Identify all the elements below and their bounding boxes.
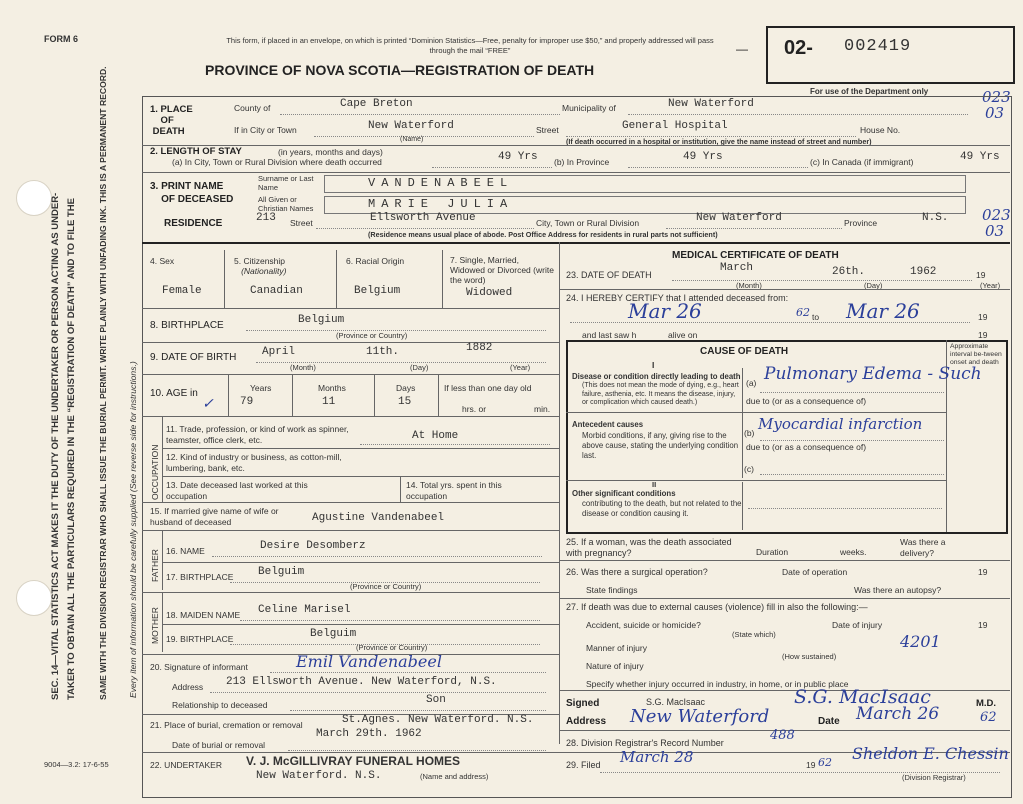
form-number: FORM 6 [44,34,79,44]
dept-code-3b: 023 [982,206,1011,224]
specify-label: Specify whether injury occurred in industry, in home, or in public place [586,679,849,689]
place-label: 1. PLACE OF DEATH [150,104,193,137]
other-label: Other significant conditions [572,489,676,498]
q19-label: 19. BIRTHPLACE [166,634,234,644]
dept-code-2: 03 [985,104,1005,122]
q26-label: 26. Was there a surgical operation? [566,567,708,577]
death-year-hint: (Year) [980,281,1001,290]
street-value: General Hospital [622,120,728,132]
alive-19: 19 [978,330,988,340]
stay-a-label: (a) In City, Town or Rural Division where death occurred [172,157,382,167]
death-month: March [720,262,754,274]
cause-c-marker: (c) [744,464,754,474]
given-value: MARIE JULIA [368,197,514,211]
residence-street-label: Street [290,218,313,228]
days-label: Days [396,383,416,393]
dob-label: 9. DATE OF BIRTH [150,352,237,363]
q17-hint: (Province or Country) [350,582,422,591]
residence-street: Ellsworth Avenue [370,212,476,224]
age-label: 10. AGE in [150,388,198,399]
citizenship-value: Canadian [250,285,303,297]
residence-label: RESIDENCE [164,218,223,229]
relationship-label: Relationship to deceased [172,700,268,710]
informant-signature: Emil Vandenabeel [296,652,442,671]
q14-label: 14. Total yrs. spent in this occupation [406,480,502,501]
burial-date: March 29th. 1962 [316,728,422,740]
side-text-4: Every item of information should be carefully supplied (See reverse side for instructions.) [128,361,138,698]
q17-label: 17. BIRTHPLACE [166,572,234,582]
months-label: Months [318,383,346,393]
name-hint: (Name) [400,136,424,143]
q11-label: 11. Trade, profession, or kind of work as spinner, teamster, office clerk, etc. [166,424,349,445]
q12-label: 12. Kind of industry or business, as cotton-mill, lumbering, bank, etc. [166,452,342,473]
age-months: 11 [322,396,336,408]
q23-label: 23. DATE OF DEATH [566,270,652,280]
duration-label: Duration [756,547,789,557]
q16-value: Desire Desomberz [260,540,366,552]
hrs-label: hrs. or [462,404,487,414]
undertaker-hint: (Name and address) [420,772,489,781]
cause-a-marker: (a) [746,378,757,388]
dob-year-hint: (Year) [510,363,531,372]
signed-print: S.G. MacIsaac [646,697,706,707]
q11-value: At Home [412,430,459,442]
municipality-value: New Waterford [668,98,754,110]
address-label: Address [566,716,607,727]
given-label: All Given or Christian Names [258,195,314,213]
informant-address-label: Address [172,682,204,692]
death-19: 19 [976,270,986,280]
cause-b-marker: (b) [744,428,755,438]
sex-label: 4. Sex [150,256,175,266]
q27-label: 27. If death was due to external causes (violence) fill in also the following:— [566,602,868,612]
cause-b: Myocardial infarction [758,415,923,433]
date-year: 62 [980,710,997,725]
q29-label: 29. Filed [566,760,601,770]
marital-value: Widowed [466,287,513,299]
date-value: March 26 [856,704,940,724]
due-to-a: due to (or as a consequence of) [746,396,867,406]
dash-mark: — [736,42,748,56]
origin-label: 6. Racial Origin [346,256,405,266]
death-month-hint: (Month) [736,281,762,290]
dob-day: 11th. [366,346,400,358]
signed-label: Signed [566,698,600,709]
nature-label: Nature of injury [586,661,644,671]
footer-code: 9004—3.2: 17-6-55 [44,760,109,769]
q28-label: 28. Division Registrar's Record Number [566,738,724,748]
manner-label: Manner of injury [586,643,647,653]
institution-note: (If death occurred in a hospital or institution, give the name instead of street and number) [566,137,872,146]
registrar-label: (Division Registrar) [902,773,966,782]
injury-date-label: Date of injury [832,620,883,630]
q22-label: 22. UNDERTAKER [150,760,222,770]
residence-city-label: City, Town or Rural Division [536,218,640,228]
citizenship-label: 5. Citizenship (Nationality) [234,256,287,276]
age-days: 15 [398,396,412,408]
q19-value: Belguim [310,628,357,640]
injury-code: 4201 [900,632,941,651]
stay-label: 2. LENGTH OF STAY [150,146,242,157]
address-value: New Waterford [630,706,770,727]
stay-c-value: 49 Yrs [960,151,1000,163]
years-label: Years [250,383,272,393]
side-text-1: SEC. 14—VITAL STATISTICS ACT MAKES IT THE DUTY OF THE UNDERTAKER OR PERSON ACTING AS UNDER- [50,192,61,700]
dob-day-hint: (Day) [410,363,429,372]
operation-date-label: Date of operation [782,567,848,577]
stay-b-label: (b) In Province [554,157,610,167]
findings-label: State findings [586,585,638,595]
dob-month: April [262,346,296,358]
q20-label: 20. Signature of informant [150,662,248,672]
house-label: House No. [860,125,901,135]
cause-a: Pulmonary Edema - Such [764,364,982,384]
province-value: N.S. [922,212,949,224]
q13-label: 13. Date deceased last worked at this occupation [166,480,308,501]
registration-number: 002419 [844,37,912,56]
filed-19: 19 [806,760,816,770]
mail-notice: This form, if placed in an envelope, on which is printed “Dominion Statistics—Free, penalty for improper use $50,” and properly addressed will pass through the mail “FREE” [226,36,714,55]
surname-label: Surname or Last Name [258,174,314,192]
signed-signature: S.G. MacIsaac [794,686,931,708]
md-label: M.D. [976,698,997,709]
medical-heading: MEDICAL CERTIFICATE OF DEATH [672,250,839,261]
q16-label: 16. NAME [166,546,205,556]
dob-year: 1882 [466,342,493,354]
city-label: If in City or Town [234,125,297,135]
attend-year: 62 [796,306,810,319]
city-value: New Waterford [368,120,454,132]
municipality-label: Municipality of [562,103,616,113]
relationship-value: Son [426,694,446,706]
informant-address: 213 Ellsworth Avenue. New Waterford, N.S. [226,676,497,688]
q24-label: 24. I HEREBY CERTIFY that I attended deceased from: [566,293,789,303]
other-note: contributing to the death, but not related to the disease or condition causing it. [582,499,742,518]
operation-19: 19 [978,567,988,577]
accident-label: Accident, suicide or homicide? [586,620,701,630]
roman-1: I [652,360,655,370]
age-years: 79 [240,396,254,408]
street-label: Street [536,125,559,135]
attend-to-label: to [812,312,820,322]
burial-date-label: Date of burial or removal [172,740,266,750]
stay-b-value: 49 Yrs [683,151,723,163]
filed-year: 62 [818,756,832,769]
marital-label: 7. Single, Married, Widowed or Divorced (write the word) [450,255,554,285]
print-name-label: 3. PRINT NAME OF DECEASED [150,181,234,205]
occupation-side-label: OCCUPATION [150,444,160,500]
q17-value: Belguim [258,566,305,578]
dept-code-4: 03 [985,222,1005,240]
undertaker-name: V. J. McGILLIVRAY FUNERAL HOMES [246,754,461,768]
last-saw-label: and last saw h [582,330,637,340]
roman-2: II [652,480,657,489]
death-year: 1962 [910,266,937,278]
department-use-note: For use of the Department only [810,87,929,96]
weeks-label: weeks. [840,547,867,557]
min-label: min. [534,404,551,414]
dob-month-hint: (Month) [290,363,316,372]
mother-side-label: MOTHER [150,607,160,644]
attend-to: Mar 26 [846,299,920,323]
birthplace-hint: (Province or Country) [336,331,408,340]
birthplace-label: 8. BIRTHPLACE [150,320,224,331]
registration-prefix: 02- [784,37,813,59]
residence-city: New Waterford [696,212,782,224]
form-title: PROVINCE OF NOVA SCOTIA—REGISTRATION OF DEATH [205,62,595,78]
father-side-label: FATHER [150,549,160,582]
q15-label: 15. If married give name of wife or husband of deceased [150,506,279,527]
due-to-b: due to (or as a consequence of) [746,442,867,452]
punch-hole-top [16,180,52,216]
q18-value: Celine Marisel [258,604,351,616]
side-text-2: TAKER TO OBTAIN ALL THE PARTICULARS REQUIRED IN THE “REGISTRATION OF DEATH” AND TO FILE THE [66,198,77,700]
filed-date: March 28 [620,748,694,766]
autopsy-label: Was there an autopsy? [854,585,942,595]
stay-a-value: 49 Yrs [498,151,538,163]
attend-19: 19 [978,312,988,322]
county-label: County of [234,103,271,113]
sex-value: Female [162,285,202,297]
province-label: Province [844,218,878,228]
q19-hint: (Province or Country) [356,643,428,652]
registration-number-box [766,26,1015,84]
disease-note: (This does not mean the mode of dying, e.g., heart failure, asthenia, etc. It means the disease, injury, or complication which caused death.) [582,382,739,406]
antecedent-note: Morbid conditions, if any, giving rise to the above cause, stating the underlying condition last. [582,431,739,460]
record-number: 488 [770,728,795,743]
residence-number: 213 [256,212,276,224]
approx-interval: Approximate interval be-tween onset and death [950,343,1002,366]
disease-label: Disease or condition directly leading to death [572,372,741,381]
county-value: Cape Breton [340,98,413,110]
q21-label: 21. Place of burial, cremation or removal [150,720,303,730]
q25-label: 25. If a woman, was the death associated with pregnancy? [566,537,732,558]
q18-label: 18. MAIDEN NAME [166,610,241,620]
undertaker-address: New Waterford. N.S. [256,770,382,782]
punch-hole-bottom [16,580,52,616]
stay-hint: (in years, months and days) [278,147,383,157]
cause-heading: CAUSE OF DEATH [700,346,789,357]
side-text-3: SAME WITH THE DIVISION REGISTRAR WHO SHALL ISSUE THE BURIAL PERMIT. WRITE PLAINLY WITH UNFADING INK. THIS IS A PERMANENT RECORD. [98,66,108,700]
birthplace-value: Belgium [298,314,345,326]
death-day-hint: (Day) [864,281,883,290]
dept-code-1: 023 [982,88,1011,106]
sustained-hint: (How sustained) [782,652,837,661]
age-check: ✓ [202,396,214,412]
stay-c-label: (c) In Canada (if immigrant) [810,157,914,167]
q21-value: St.Agnes. New Waterford. N.S. [342,714,534,726]
injury-19: 19 [978,620,988,630]
death-day: 26th. [832,266,866,278]
residence-note: (Residence means usual place of abode. Post Office Address for residents in rural parts not sufficient) [368,230,718,239]
state-which: (State which) [732,630,776,639]
surname-value: VANDENABEEL [368,176,514,190]
less-than-day: If less than one day old [444,383,532,393]
delivery-label: Was there a delivery? [900,537,946,558]
origin-value: Belgium [354,285,401,297]
attend-from: Mar 26 [628,299,702,323]
alive-on-label: alive on [668,330,698,340]
date-label: Date [818,716,840,727]
registrar-signature: Sheldon E. Chessin [852,744,1009,763]
antecedent-label: Antecedent causes [572,420,644,429]
q15-value: Agustine Vandenabeel [312,512,445,524]
